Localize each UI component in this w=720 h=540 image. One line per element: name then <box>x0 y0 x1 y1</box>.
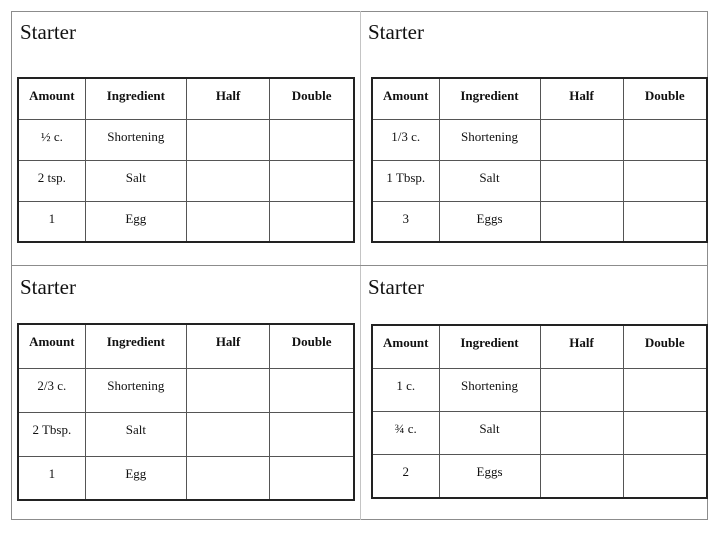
double-cell[interactable] <box>270 160 354 201</box>
amount-cell: 2 Tbsp. <box>18 412 85 456</box>
ingredient-cell: Egg <box>85 456 186 500</box>
header-double: Double <box>623 78 707 119</box>
amount-cell: 2/3 c. <box>18 368 85 412</box>
amount-cell: 1 <box>18 456 85 500</box>
table-header-row <box>18 324 354 368</box>
header-amount: Amount <box>372 78 439 119</box>
double-cell[interactable] <box>623 368 707 411</box>
recipe-table <box>371 77 708 243</box>
table-row <box>18 119 354 160</box>
double-cell[interactable] <box>270 412 354 456</box>
amount-cell: ½ c. <box>18 119 85 160</box>
half-cell[interactable] <box>540 412 623 455</box>
table-row <box>372 201 707 242</box>
table-row <box>372 119 707 160</box>
ingredient-cell: Shortening <box>439 368 540 411</box>
header-amount: Amount <box>18 324 85 368</box>
table-row <box>18 201 354 242</box>
double-cell[interactable] <box>623 119 707 160</box>
table-row <box>18 456 354 500</box>
amount-cell: 2 <box>372 455 439 498</box>
amount-cell: 3 <box>372 201 439 242</box>
half-cell[interactable] <box>540 160 623 201</box>
horizontal-divider <box>11 265 708 266</box>
table-header-row <box>372 325 707 368</box>
half-cell[interactable] <box>540 455 623 498</box>
ingredient-cell: Shortening <box>85 119 186 160</box>
ingredient-cell: Shortening <box>85 368 186 412</box>
table-header-row <box>18 78 354 119</box>
half-cell[interactable] <box>186 456 269 500</box>
table-row <box>18 160 354 201</box>
half-cell[interactable] <box>540 201 623 242</box>
header-half: Half <box>540 325 623 368</box>
card-title: Starter <box>20 275 76 299</box>
half-cell[interactable] <box>186 160 269 201</box>
double-cell[interactable] <box>270 119 354 160</box>
double-cell[interactable] <box>623 455 707 498</box>
half-cell[interactable] <box>186 368 269 412</box>
header-ingredient: Ingredient <box>85 324 186 368</box>
header-ingredient: Ingredient <box>439 325 540 368</box>
header-half: Half <box>186 324 269 368</box>
ingredient-cell: Shortening <box>439 119 540 160</box>
header-amount: Amount <box>372 325 439 368</box>
header-half: Half <box>540 78 623 119</box>
header-double: Double <box>623 325 707 368</box>
ingredient-cell: Egg <box>85 201 186 242</box>
header-ingredient: Ingredient <box>439 78 540 119</box>
table-row <box>18 368 354 412</box>
double-cell[interactable] <box>623 412 707 455</box>
double-cell[interactable] <box>270 201 354 242</box>
table-row <box>372 455 707 498</box>
ingredient-cell: Salt <box>439 160 540 201</box>
double-cell[interactable] <box>623 201 707 242</box>
amount-cell: 1 Tbsp. <box>372 160 439 201</box>
header-amount: Amount <box>18 78 85 119</box>
amount-cell: 1 <box>18 201 85 242</box>
half-cell[interactable] <box>186 119 269 160</box>
recipe-table <box>17 323 355 501</box>
recipe-table <box>371 324 708 499</box>
ingredient-cell: Salt <box>85 412 186 456</box>
ingredient-cell: Eggs <box>439 201 540 242</box>
card-title: Starter <box>368 275 424 299</box>
ingredient-cell: Eggs <box>439 455 540 498</box>
table-row <box>372 160 707 201</box>
half-cell[interactable] <box>186 201 269 242</box>
amount-cell: 1/3 c. <box>372 119 439 160</box>
double-cell[interactable] <box>270 456 354 500</box>
half-cell[interactable] <box>186 412 269 456</box>
card-title: Starter <box>20 20 76 44</box>
amount-cell: 2 tsp. <box>18 160 85 201</box>
double-cell[interactable] <box>623 160 707 201</box>
double-cell[interactable] <box>270 368 354 412</box>
recipe-table <box>17 77 355 243</box>
header-ingredient: Ingredient <box>85 78 186 119</box>
card-title: Starter <box>368 20 424 44</box>
table-row <box>372 368 707 411</box>
ingredient-cell: Salt <box>85 160 186 201</box>
half-cell[interactable] <box>540 119 623 160</box>
amount-cell: 1 c. <box>372 368 439 411</box>
table-row <box>372 412 707 455</box>
header-half: Half <box>186 78 269 119</box>
ingredient-cell: Salt <box>439 412 540 455</box>
amount-cell: ¾ c. <box>372 412 439 455</box>
half-cell[interactable] <box>540 368 623 411</box>
header-double: Double <box>270 324 354 368</box>
table-header-row <box>372 78 707 119</box>
table-row <box>18 412 354 456</box>
header-double: Double <box>270 78 354 119</box>
